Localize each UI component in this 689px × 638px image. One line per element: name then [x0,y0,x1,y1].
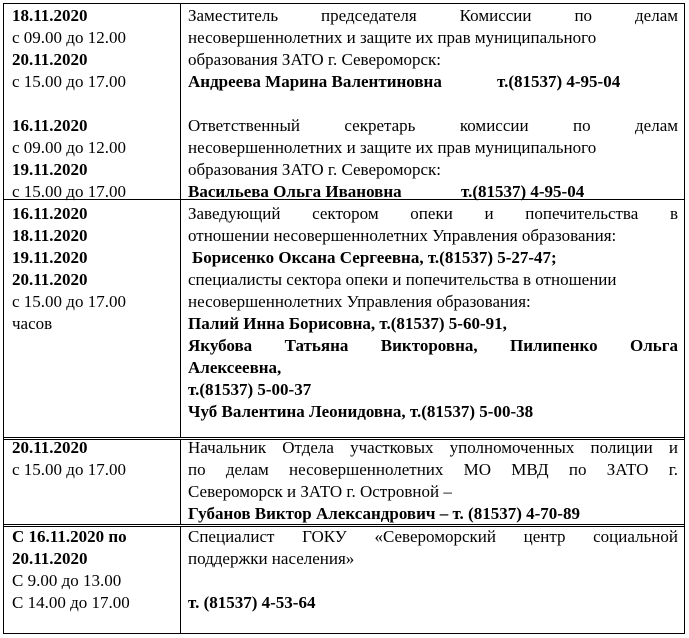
date: 16.11.2020 [12,116,88,135]
column-divider [180,4,181,199]
table-row [4,4,684,200]
table-row [4,527,684,633]
time-range: с 15.00 до 17.00 [12,72,126,91]
position-line: Ответственный секретарь комиссии по делам [188,116,678,135]
date: 19.11.2020 [12,160,88,179]
phone: т.(81537) 5-00-37 [188,380,312,399]
phone: т.(81537) 4-95-04 [461,182,585,201]
table-row [4,200,684,440]
person-name: Чуб Валентина Леонидовна, т.(81537) 5-00-38 [188,402,534,421]
phone: т. (81537) 4-53-64 [188,593,316,612]
position-line: Начальник Отдела участковых уполномоченных полиции и [188,438,678,457]
time-range: с 15.00 до 17.00 [12,182,126,201]
column-divider [180,200,181,437]
time-range: с 15.00 до 17.00 [12,292,126,311]
table-row [4,440,684,527]
person-name: Борисенко Оксана Сергеевна, т.(81537) 5-27-47; [192,248,557,267]
date: 20.11.2020 [12,438,88,457]
person-name: Андреева Марина Валентиновна [188,72,442,91]
person-name: Алексеевна, [188,358,282,377]
position-line: отношении несовершеннолетних Управления образования: [188,226,617,245]
position-line: Североморск и ЗАТО г. Островной – [188,482,452,501]
position-line: образования ЗАТО г. Североморск: [188,50,441,69]
position-line: специалисты сектора опеки и попечительства в отношении [188,270,617,289]
phone: т.(81537) 4-95-04 [497,72,621,91]
date: 20.11.2020 [12,270,88,289]
schedule-table [3,3,685,634]
time-range: С 14.00 до 17.00 [12,593,130,612]
position-line: несовершеннолетних и защите их прав муниципального [188,28,597,47]
column-divider [180,527,181,633]
position-line: несовершеннолетних Управления образования: [188,292,531,311]
time-range: с 09.00 до 12.00 [12,138,126,157]
date: 16.11.2020 [12,204,88,223]
position-line: Заведующий сектором опеки и попечительства в [188,204,678,223]
date: 19.11.2020 [12,248,88,267]
time-range: с 15.00 до 17.00 [12,460,126,479]
position-line: по делам несовершеннолетних МО МВД по ЗАТО г. [188,460,678,479]
person-name: Якубова Татьяна Викторовна, Пилипенко Ольга [188,336,678,355]
position-line: Заместитель председателя Комиссии по делам [188,6,678,25]
date: 18.11.2020 [12,6,88,25]
date-range: С 16.11.2020 по [12,527,127,546]
time-range: с 09.00 до 12.00 [12,28,126,47]
position-line: поддержки населения» [188,549,355,568]
position-line: Специалист ГОКУ «Североморский центр социальной [188,527,678,546]
time-range: С 9.00 до 13.00 [12,571,122,590]
position-line: образования ЗАТО г. Североморск: [188,160,441,179]
person-name: Васильева Ольга Ивановна [188,182,402,201]
column-divider [180,440,181,524]
date: 20.11.2020 [12,50,88,69]
position-line: несовершеннолетних и защите их прав муниципального [188,138,597,157]
person-name: Палий Инна Борисовна, т.(81537) 5-60-91, [188,314,507,333]
person-name: Губанов Виктор Александрович – т. (81537) 4-70-89 [188,504,580,523]
time-unit: часов [12,314,53,333]
date: 18.11.2020 [12,226,88,245]
date: 20.11.2020 [12,549,88,568]
